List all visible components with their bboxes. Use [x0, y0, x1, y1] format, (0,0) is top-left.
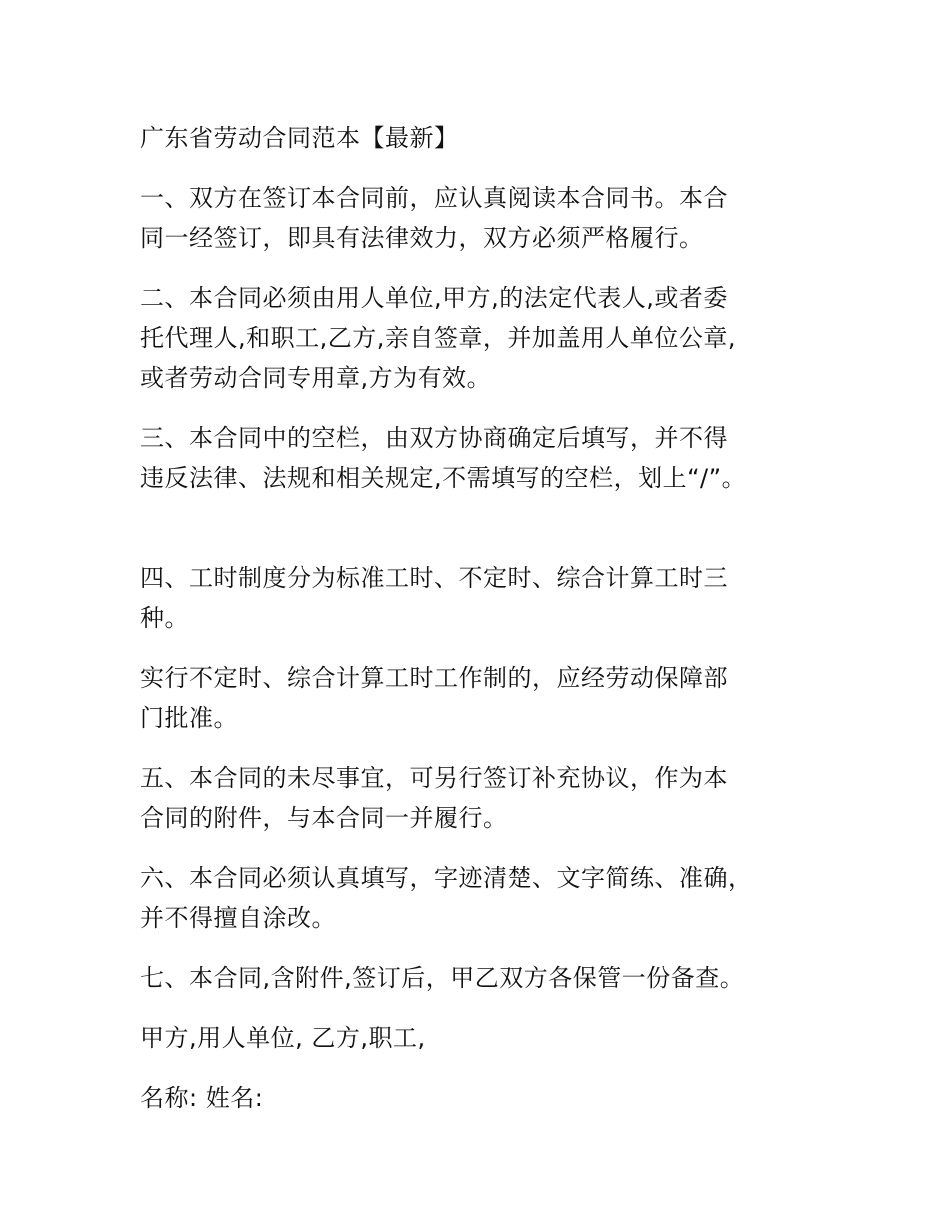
document-title	[140, 118, 840, 158]
paragraph-line: 合同的附件，与本合同一并履行。	[140, 804, 508, 832]
paragraph-line: 托代理人,和职工,乙方,亲自签章，并加盖用人单位公章,	[140, 324, 737, 352]
title-text: 广东省劳动合同范本【最新】	[140, 124, 459, 152]
paragraph-line: 六、本合同必须认真填写，字迹清楚、文字简练、准确，	[140, 864, 753, 892]
name-fields	[140, 1078, 840, 1118]
paragraph-7	[140, 858, 840, 938]
paragraph-2	[140, 278, 840, 398]
paragraph-line: 并不得擅自涂改。	[140, 904, 336, 932]
paragraph-line: 或者劳动合同专用章,方为有效。	[140, 364, 492, 392]
paragraph-line: 违反法律、法规和相关规定,不需填写的空栏，划上“/”。	[140, 464, 747, 492]
paragraph-8	[140, 958, 840, 998]
document-body	[140, 118, 840, 1138]
paragraph-3	[140, 418, 840, 498]
paragraph-line: 甲方,用人单位, 乙方,职工,	[140, 1024, 426, 1052]
party-labels	[140, 1018, 840, 1058]
paragraph-line: 二、本合同必须由用人单位,甲方,的法定代表人,或者委	[140, 284, 728, 312]
paragraph-line: 七、本合同,含附件,签订后，甲乙双方各保管一份备查。	[140, 964, 745, 992]
paragraph-5	[140, 658, 840, 738]
paragraph-line: 名称: 姓名:	[140, 1084, 264, 1112]
paragraph-1	[140, 178, 840, 258]
paragraph-line: 实行不定时、综合计算工时工作制的，应经劳动保障部	[140, 664, 728, 692]
paragraph-line: 一、双方在签订本合同前，应认真阅读本合同书。本合	[140, 184, 728, 212]
paragraph-4	[140, 558, 840, 638]
paragraph-line: 三、本合同中的空栏，由双方协商确定后填写，并不得	[140, 424, 728, 452]
paragraph-line: 四、工时制度分为标准工时、不定时、综合计算工时三	[140, 564, 728, 592]
paragraph-line: 五、本合同的未尽事宜，可另行签订补充协议，作为本	[140, 764, 728, 792]
paragraph-line: 同一经签订，即具有法律效力，双方必须严格履行。	[140, 224, 704, 252]
paragraph-line: 种。	[140, 604, 189, 632]
paragraph-line: 门批准。	[140, 704, 238, 732]
paragraph-6	[140, 758, 840, 838]
